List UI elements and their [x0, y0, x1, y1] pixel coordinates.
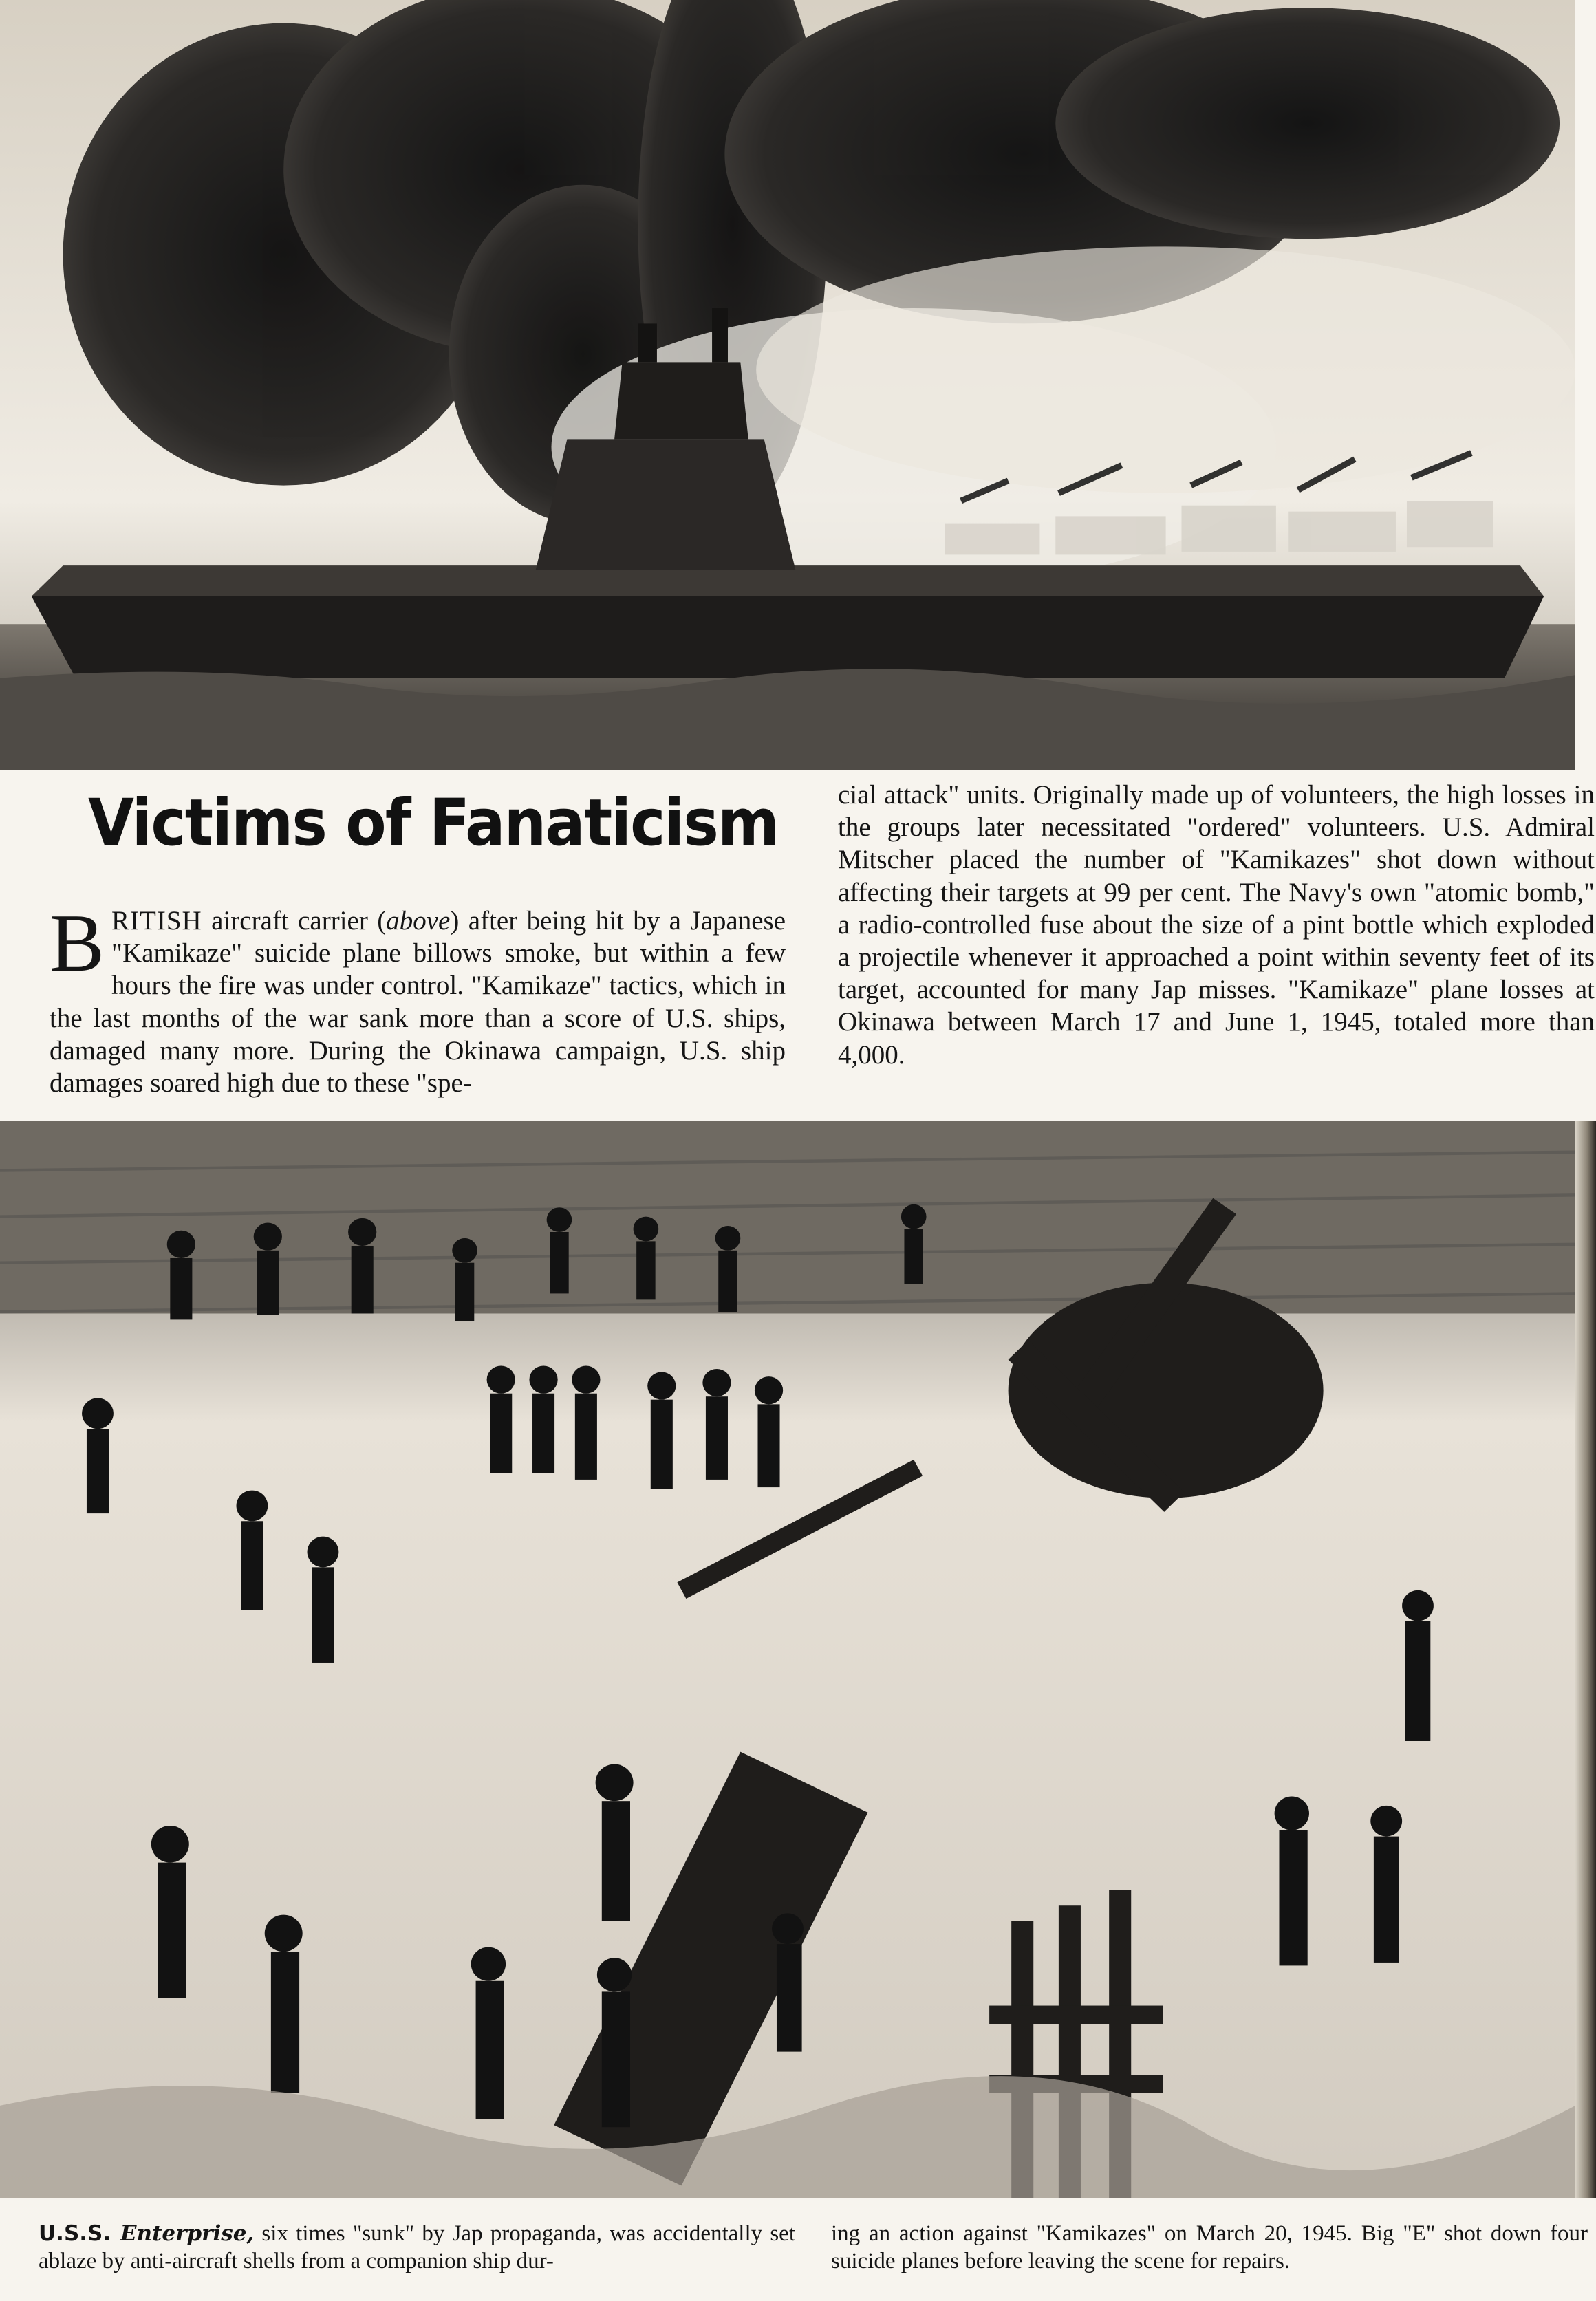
article-left-column: [50, 897, 786, 1099]
flight-deck-crew-photo: [0, 1121, 1575, 2198]
burning-aircraft-carrier-photo: [0, 0, 1575, 770]
lead-rest: ) after being hit by a Japanese "Kamikaze" suicide plane billows smoke, but within a few hours the fire was under control. "Kamikaze" tactics, which in the last months of the war sank more than a score of U.S. ships, damaged many more. During the Okinawa campaign, U.S. ship damages soared high due to these "spe-: [50, 906, 786, 1098]
lead-intro: aircraft carrier (: [202, 906, 387, 936]
caption-left-text: six times "sunk" by Jap propaganda, was accidentally set ablaze by anti-aircraft shells from a companion ship dur-: [39, 2221, 795, 2273]
page-edge-shadow: [1575, 1121, 1596, 2198]
caption-ship-name: Enterprise,: [120, 2221, 255, 2246]
headline: Victims of Fanaticism: [88, 786, 779, 861]
caption-prefix: U.S.S.: [39, 2221, 120, 2246]
flight-deck-photo-graphic: [0, 1121, 1575, 2198]
lead-smallcaps: RITISH: [111, 906, 202, 936]
photo-caption-right: ing an action against "Kamikazes" on March 20, 1945. Big "E" shot down four suicide planes before leaving the scene for repairs.: [831, 2221, 1588, 2273]
carrier-photo-graphic: [0, 0, 1575, 770]
article-right-column: cial attack" units. Originally made up of volunteers, the high losses in the groups later necessitated "ordered" volunteers. U.S. Admiral Mitscher placed the number of "Kamikazes" shot down without affecting their targets at 99 per cent. The Navy's own "atomic bomb," a radio-controlled fuse about the size of a pint bottle which exploded a projectile whenever it approached a point within seventy feet of its target, accounted for many Jap misses. "Kamikaze" plane losses at Okinawa between March 17 and June 1, 1945, totaled more than 4,000.: [838, 780, 1595, 1070]
drop-cap: B: [50, 897, 105, 989]
lead-italic: above: [386, 906, 451, 936]
photo-caption-left: [39, 2221, 795, 2276]
